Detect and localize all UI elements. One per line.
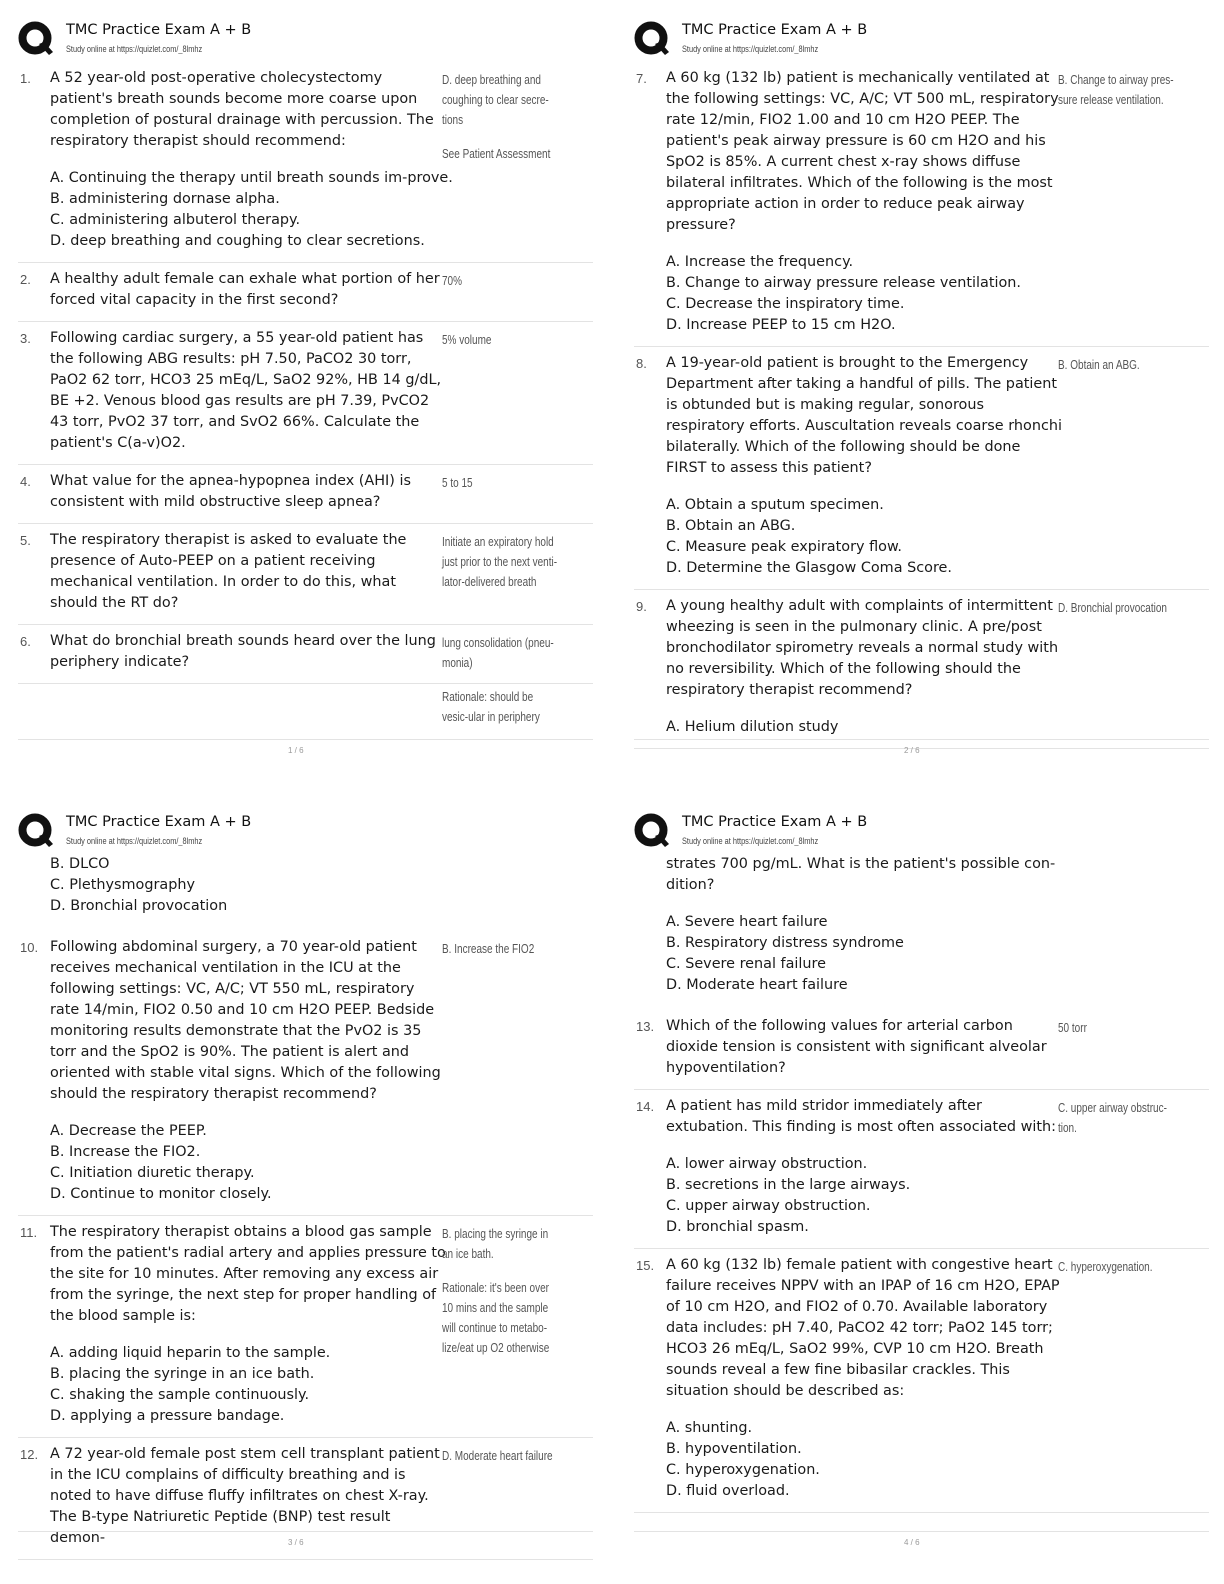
question-number: 9. [636,599,647,614]
answer-text: Rationale: should be vesic-ular in periphery [442,690,540,724]
answer-option: C. Measure peak expiratory flow. [666,539,902,555]
question-text: A patient has mild stridor immediately after extubation. This finding is most often associated with: [666,1098,1057,1135]
answer-option: C. Decrease the inspiratory time. [666,296,905,312]
question-text: Following cardiac surgery, a 55 year-old patient has the following ABG results: pH 7.50, PaCO2 30 torr, PaO2 62 torr, HCO3 25 mEq/L, SaO2 92%, HB 14 g/dL, BE +2. Venous blood gas results are pH 7.39, PvCO2 43 torr, PvO2 37 torr, and SvO2 66%. Calculate the patient's C(a-v)O2. [50,330,442,451]
answer-text: 5 to 15 [442,476,473,490]
question-number: 8. [636,356,647,371]
question-text: Which of the following values for arterial carbon dioxide tension is consistent with significant alveolar hypoventilation? [666,1018,1047,1076]
quizlet-logo-icon [634,813,670,849]
question-text: A 72 year-old female post stem cell transplant patient in the ICU complains of difficulty breathing and is noted to have diffuse fluffy infiltrates on chest X-ray. The B-type Natriuretic Peptide (BNP) test result demon- [50,1446,440,1546]
page-title: TMC Practice Exam A + B [682,814,868,830]
continued-line: C. Plethysmography [50,877,195,893]
answer-option: A. adding liquid heparin to the sample. [50,1345,331,1361]
question-text: The respiratory therapist obtains a blood gas sample from the patient's radial artery and applies pressure to the site for 10 minutes. After removing any excess air from the syringe, the next step for proper handling of the blood sample is: [50,1224,446,1324]
question-number: 15. [636,1258,655,1273]
answer-text: C. upper airway obstruc-tion. [1058,1101,1167,1135]
question-card [18,322,593,465]
question-card [634,1249,1209,1513]
answer-text: D. Moderate heart failure [442,1449,553,1463]
correct-answer [442,473,560,493]
answer-options [666,1418,1064,1502]
question-card [18,625,593,724]
answer-option: A. shunting. [666,1420,753,1436]
study-online-link[interactable]: Study online at https://quizlet.com/_8lmhz [682,44,819,54]
question-number: 13. [636,1019,655,1034]
answer-gap [442,673,560,687]
page-header [18,16,593,62]
continued-line: B. Respiratory distress syndrome [666,935,904,951]
correct-answer [1058,598,1176,618]
question-text: A 60 kg (132 lb) patient is mechanically ventilated at the following settings: VC, A/C; VT 500 mL, respiratory rate 12/min, FIO2 1.00 and 10 cm H2O PEEP. The patient's peak airway pressure is 60 cm H2O and his SpO2 is 85%. A current chest x-ray shows diffuse bilateral infiltrates. Which of the following is the most appropriate action in order to reduce peak airway pressure? [666,70,1059,233]
answer-text: B. Obtain an ABG. [1058,358,1140,372]
answer-option: D. deep breathing and coughing to clear secretions. [50,233,425,249]
continued-line: A. Severe heart failure [666,914,828,930]
question-text: Following abdominal surgery, a 70 year-old patient receives mechanical ventilation in the ICU at the following settings: VC, A/C; VT 550 mL, respiratory rate 14/min, FIO2 0.50 and 10 cm H2O PEEP. Bedside monitoring results demonstrate that the PvO2 is 35 torr and the SpO2 is 90%. The patient is alert and oriented with stable vital signs. Which of the following should the respiratory therapist recommend? [50,939,441,1102]
question-text: A 60 kg (132 lb) female patient with congestive heart failure receives NPPV with an IPAP of 16 cm H2O, EPAP of 10 cm H2O, and FIO2 of 0.70. Available laboratory data includes: pH 7.40, PaCO2 42 torr; PaO2 145 torr; HCO3 26 mEq/L, SaO2 99%, CVP 10 cm H2O. Breath sounds reveal a few fine bibasilar crackles. This situation should be described as: [666,1257,1060,1399]
exam-page-3 [18,808,593,1584]
answer-options [666,495,1064,579]
correct-answer [442,271,560,291]
question-card [18,465,593,524]
correct-answer [1058,1098,1176,1138]
continued-line: D. Bronchial provocation [50,898,228,914]
question-card [18,263,593,322]
exam-page-2 [634,16,1209,796]
correct-answer [442,939,560,959]
quizlet-logo-icon [18,21,54,57]
answer-option: A. Decrease the PEEP. [50,1123,207,1139]
page-title: TMC Practice Exam A + B [66,814,252,830]
answer-option: B. administering dornase alpha. [50,191,280,207]
question-text: A 19-year-old patient is brought to the Emergency Department after taking a handful of pills. The patient is obtunded but is making regular, sonorous respiratory efforts. Auscultation reveals coarse rhonchi bilaterally. Which of the following should be done FIRST to assess this patient? [666,355,1062,476]
answer-option: B. placing the syringe in an ice bath. [50,1366,315,1382]
question-card [634,1090,1209,1249]
page-footer [18,739,593,769]
answer-options [50,1343,448,1427]
answer-options [50,1121,448,1205]
answer-option: D. Determine the Glasgow Coma Score. [666,560,952,576]
answer-text: 70% [442,274,463,288]
continued-text [18,854,448,917]
question-text: What do bronchial breath sounds heard over the lung periphery indicate? [50,633,436,670]
correct-answer [442,1446,560,1466]
answer-text: B. placing the syringe in an ice bath. [442,1227,549,1261]
question-card [634,1010,1209,1090]
correct-answer [442,70,560,164]
study-online-link[interactable]: Study online at https://quizlet.com/_8lmhz [66,836,203,846]
question-card [18,1216,593,1438]
answer-option: C. Initiation diuretic therapy. [50,1165,255,1181]
answer-text: D. deep breathing and coughing to clear secre-tions [442,73,549,127]
page-footer [18,1531,593,1561]
exam-page-4 [634,808,1209,1584]
question-text: The respiratory therapist is asked to evaluate the presence of Auto-PEEP on a patient receiving mechanical ventilation. In order to do this, what should the RT do? [50,532,407,611]
continued-line: dition? [666,877,715,893]
page-header [18,808,593,854]
question-number: 2. [20,272,31,287]
question-text: A 52 year-old post-operative cholecystectomy patient's breath sounds become more coarse upon completion of postural drainage with percussion. The respiratory therapist should recommend: [50,70,434,149]
question-number: 1. [20,71,31,86]
answer-text: lung consolidation (pneu-monia) [442,636,554,670]
answer-text: 50 torr [1058,1021,1087,1035]
question-card [634,590,1209,749]
page-content [634,854,1209,1513]
answer-text: B. Increase the FIO2 [442,942,535,956]
page-footer [634,1531,1209,1561]
answer-text: C. hyperoxygenation. [1058,1260,1153,1274]
answer-option: D. Continue to monitor closely. [50,1186,272,1202]
question-card [634,347,1209,590]
answer-text: See Patient Assessment [442,147,551,161]
answer-text: D. Bronchial provocation [1058,601,1167,615]
answer-text: Rationale: it's been over 10 mins and the sample will continue to metabo-lize/eat up O2 otherwise [442,1281,550,1355]
continued-line: C. Severe renal failure [666,956,827,972]
question-text: What value for the apnea-hypopnea index (AHI) is consistent with mild obstructive sleep apnea? [50,473,411,510]
answer-text: B. Change to airway pres-sure release ventilation. [1058,73,1174,107]
question-number: 10. [20,940,39,955]
page-footer [634,739,1209,769]
question-number: 4. [20,474,31,489]
question-number: 3. [20,331,31,346]
continued-line: B. DLCO [50,856,110,872]
question-number: 11. [20,1225,38,1240]
question-text: A healthy adult female can exhale what portion of her forced vital capacity in the first second? [50,271,440,308]
question-number: 5. [20,533,31,548]
page-title: TMC Practice Exam A + B [66,22,252,38]
answer-options [666,717,1064,738]
answer-option: C. hyperoxygenation. [666,1462,820,1478]
answer-option: C. shaking the sample continuously. [50,1387,310,1403]
question-number: 7. [636,71,647,86]
continued-line: strates 700 pg/mL. What is the patient's possible con- [666,856,1056,872]
correct-answer [1058,70,1176,110]
answer-options [666,252,1064,336]
correct-answer [1058,1257,1176,1277]
correct-answer [442,633,560,727]
page-number: 1 / 6 [288,746,304,755]
question-number: 14. [636,1099,655,1114]
question-text: A young healthy adult with complaints of intermittent wheezing is seen in the pulmonary clinic. A pre/post bronchodilator spirometry reveals a normal study with no reversibility. Which of the following should the respiratory therapist recommend? [666,598,1059,698]
continued-line: D. Moderate heart failure [666,977,848,993]
answer-text: Initiate an expiratory hold just prior to the next venti-lator-delivered breath [442,535,558,589]
page-title: TMC Practice Exam A + B [682,22,868,38]
answer-option: D. applying a pressure bandage. [50,1408,285,1424]
correct-answer [1058,1018,1176,1038]
page-number: 2 / 6 [904,746,920,755]
answer-gap [442,1264,560,1278]
correct-answer [442,330,560,350]
answer-option: A. lower airway obstruction. [666,1156,868,1172]
question-number: 6. [20,634,31,649]
page-number: 3 / 6 [288,1538,304,1547]
correct-answer [1058,355,1176,375]
page-header [634,808,1209,854]
continued-text [634,854,1064,996]
answer-option: B. Obtain an ABG. [666,518,796,534]
correct-answer [442,532,560,592]
answer-option: A. Increase the frequency. [666,254,854,270]
exam-page-1 [18,16,593,796]
question-card [18,62,593,263]
answer-option: C. upper airway obstruction. [666,1198,871,1214]
continued-line [666,896,1064,912]
answer-option: C. administering albuterol therapy. [50,212,301,228]
answer-option: D. Increase PEEP to 15 cm H2O. [666,317,896,333]
answer-option: A. Helium dilution study [666,719,839,735]
answer-option: D. bronchial spasm. [666,1219,809,1235]
answer-option: B. Increase the FIO2. [50,1144,201,1160]
answer-option: B. hypoventilation. [666,1441,802,1457]
answer-option: B. secretions in the large airways. [666,1177,911,1193]
question-number: 12. [20,1447,39,1462]
answer-option: A. Obtain a sputum specimen. [666,497,884,513]
answer-options [50,168,453,252]
page-header [634,16,1209,62]
question-card [18,931,593,1216]
question-card [634,62,1209,347]
quizlet-logo-icon [18,813,54,849]
study-online-link[interactable]: Study online at https://quizlet.com/_8lmhz [66,44,203,54]
correct-answer [442,1224,560,1358]
page-content [18,854,593,1560]
answer-text: 5% volume [442,333,492,347]
page-content [634,62,1209,749]
answer-gap [442,130,560,144]
answer-option: A. Continuing the therapy until breath sounds im-prove. [50,170,453,186]
answer-option: B. Change to airway pressure release ventilation. [666,275,1021,291]
page-content [18,62,593,724]
answer-options [666,1154,1064,1238]
page-number: 4 / 6 [904,1538,920,1547]
question-card [18,524,593,625]
study-online-link[interactable]: Study online at https://quizlet.com/_8lmhz [682,836,819,846]
answer-option: D. fluid overload. [666,1483,790,1499]
quizlet-logo-icon [634,21,670,57]
